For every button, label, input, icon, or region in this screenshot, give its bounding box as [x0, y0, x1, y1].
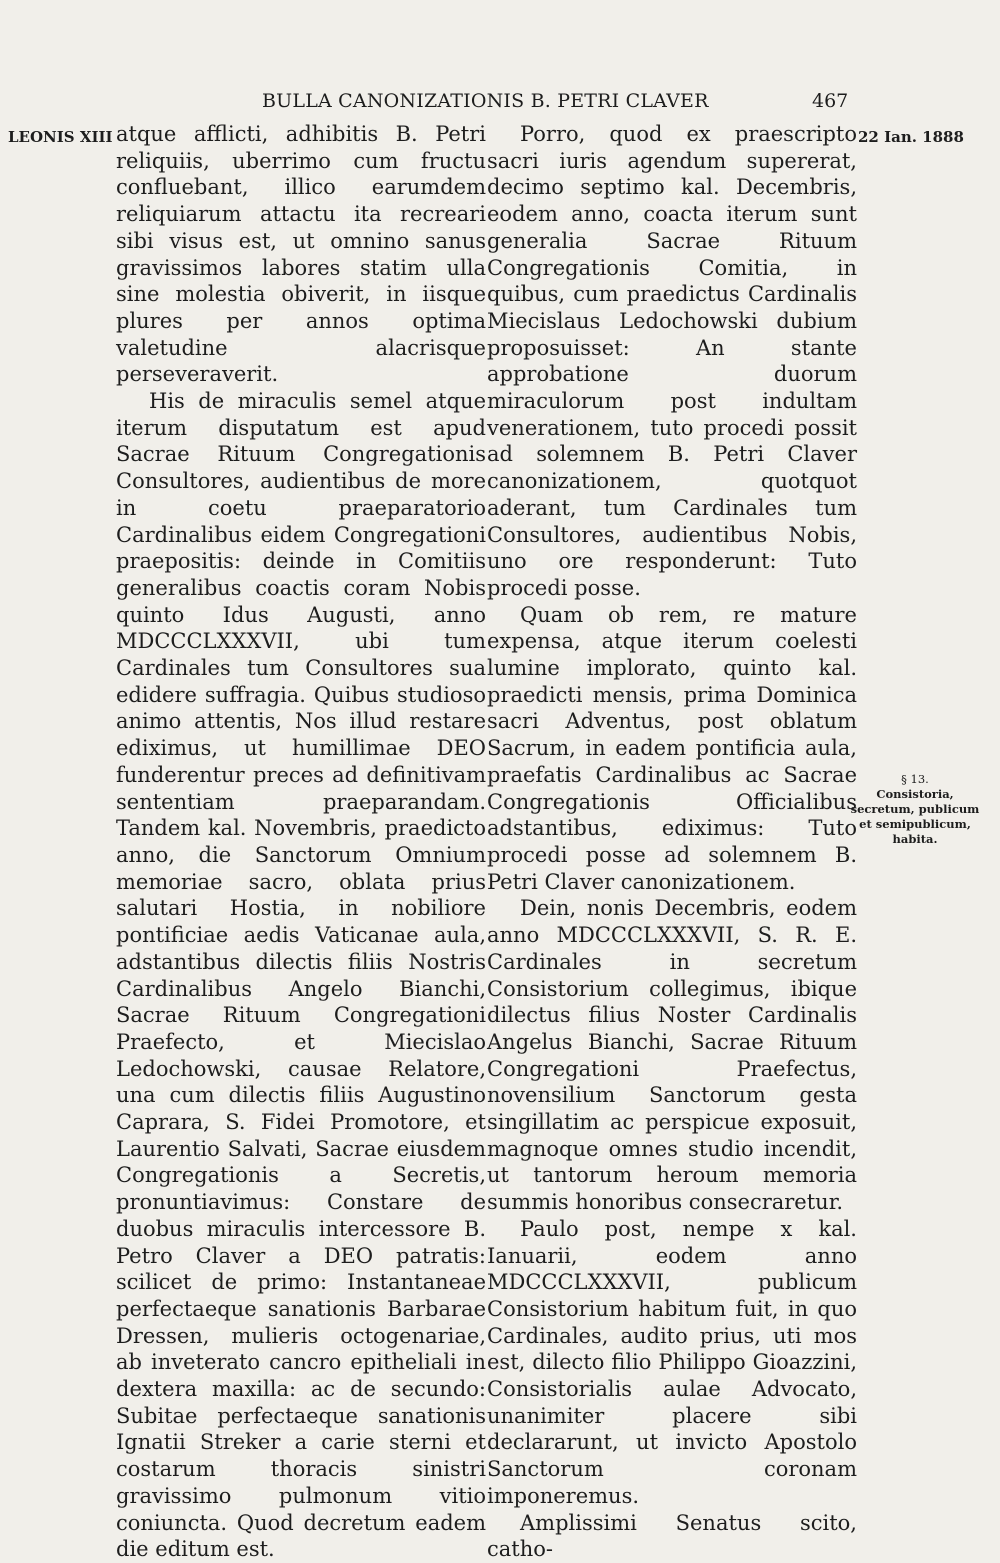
- right-paragraph-3: Dein, nonis Decembris, eodem anno MDCCCLXXXVII, S. R. E. Cardinales in secretum Consistorium collegimus, ibique dilectus filius Noster Cardinalis Angelus Bianchi, Sacrae Rituum Congregationi Praefectus, novensilium Sanctorum gesta singillatim ac perspicue exposuit, magnoque omnes studio incendit, ut tantorum heroum memoria summis honoribus consecraretur.: [487, 896, 857, 1215]
- margin-note-pope: LEONIS XIII: [8, 128, 113, 146]
- section-number: § 13.: [901, 772, 929, 786]
- running-title: BULLA CANONIZATIONIS B. PETRI CLAVER: [262, 90, 709, 112]
- left-paragraph-1: atque afflicti, adhibitis B. Petri reliquiis, uberrimo cum fructu confluebant, illico earumdem reliquiarum attactu ita recreari sibi visus est, ut omnino sanus gravissimos labores statim ulla sine molestia obiverit, in iisque plures per annos optima valetudine alacrisque perseveraverit.: [116, 122, 486, 387]
- right-paragraph-1: Porro, quod ex praescripto sacri iuris agendum supererat, decimo septimo kal. Decembris, eodem anno, coacta iterum sunt generalia Sacrae Rituum Congregationis Comitia, in quibus, cum praedictus Cardinalis Miecislaus Ledochowski dubium proposuisset: An stante approbatione duorum miraculorum post indultam venerationem, tuto procedi possit ad solemnem B. Petri Claver canonizationem, quotquot aderant, tum Cardinales tum Consultores, audientibus Nobis, uno ore responderunt: Tuto procedi posse.: [487, 122, 857, 600]
- right-paragraph-5: Amplissimi Senatus scito, catho-: [487, 1510, 857, 1562]
- section-note: Consistoria, secretum, publicum et semipublicum, habita.: [850, 787, 980, 846]
- left-paragraph-2: His de miraculis semel atque iterum disputatum est apud Sacrae Rituum Congregationis Consultores, audientibus de more in coetu praeparatorio Cardinalibus eidem Congregationi praepositis: deinde in Comitiis generalibus coactis coram Nobis quinto Idus Augusti, anno MDCCCLXXXVII, ubi tum Cardinales tum Consultores sua edidere suffragia. Quibus studioso animo attentis, Nos illud restare ediximus, ut humillimae DEO funderentur preces ad definitivam sententiam praeparandam. Tandem kal. Novembris, praedicto anno, die Sanctorum Omnium memoriae sacro, oblata prius salutari Hostia, in nobiliore pontificiae aedis Vaticanae aula, adstantibus dilectis filiis Nostris Cardinalibus Angelo Bianchi, Sacrae Rituum Congregationi Praefecto, et Miecislao Ledochowski, causae Relatore, una cum dilectis filiis Augustino Caprara, S. Fidei Promotore, et Laurentio Salvati, Sacrae eiusdem Congregationis a Secretis, pronuntiavimus: Constare de duobus miraculis intercessore B. Petro Claver a DEO patratis: scilicet de primo: Instantaneae perfectaeque sanationis Barbarae Dressen, mulieris octogenariae, ab inveterato cancro epitheliali in dextera maxilla: ac de secundo: Subitae perfectaeque sanationis Ignatii Streker a carie sterni et costarum thoracis sinistri gravissimo pulmonum vitio coniuncta. Quod decretum eadem die editum est.: [116, 389, 486, 1562]
- page-number: 467: [812, 90, 849, 112]
- right-column: [487, 121, 857, 1563]
- right-paragraph-4: Paulo post, nempe x kal. Ianuarii, eodem anno MDCCCLXXXVII, publicum Consistorium habitum fuit, in quo Cardinales, audito prius, uti mos est, dilecto filio Philippo Gioazzini, Consistorialis aulae Advocato, unanimiter placere sibi declararunt, ut invicto Apostolo Sanctorum coronam imponeremus.: [487, 1216, 857, 1508]
- side-note: [850, 772, 980, 847]
- left-column: [116, 121, 486, 1563]
- running-head: [0, 90, 1000, 118]
- margin-date: 22 Ian. 1888: [858, 128, 964, 146]
- right-paragraph-2: Quam ob rem, re mature expensa, atque iterum coelesti lumine implorato, quinto kal. praedicti mensis, prima Dominica sacri Adventus, post oblatum Sacrum, in eadem pontificia aula, praefatis Cardinalibus ac Sacrae Congregationis Officialibus adstantibus, ediximus: Tuto procedi posse ad solemnem B. Petri Claver canonizationem.: [487, 602, 857, 894]
